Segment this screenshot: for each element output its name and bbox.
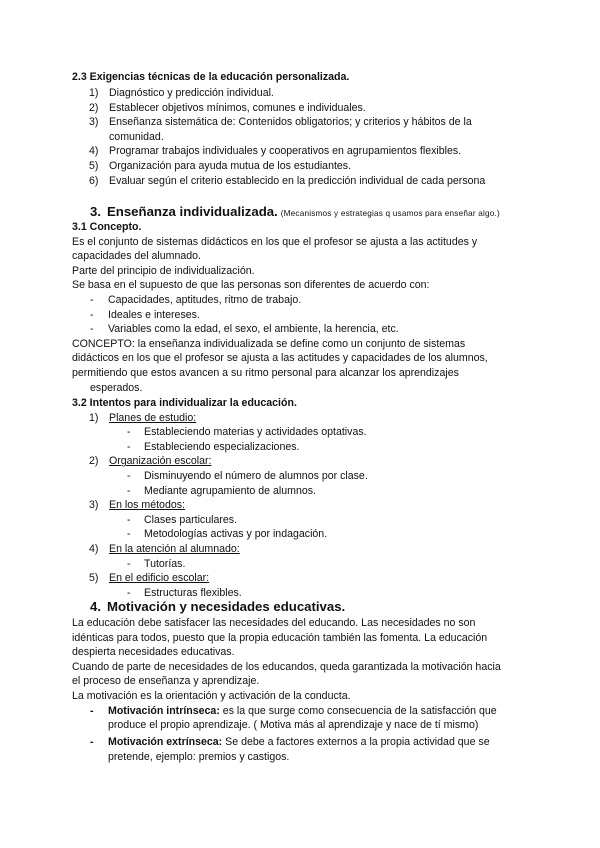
list-number: 4) [89,542,99,555]
sub-bullet [72,469,542,484]
list-label: Organización escolar: [109,455,212,468]
list-number: 4) [89,145,99,158]
list-item [72,159,542,174]
sub-bullet [72,513,542,528]
bullet-dash: - [127,586,131,599]
section-3-heading [72,205,552,221]
list-item [72,115,542,144]
bullet-item [72,308,552,323]
sub-bullet [72,425,542,440]
section-3-number: 3. [90,204,101,219]
section-3-2 [72,396,542,600]
list-label: En los métodos: [109,499,185,512]
list-text: Diagnóstico y predicción individual. [109,87,274,99]
list-number: 3) [89,116,99,129]
list-number: 6) [89,174,99,187]
list-item [72,498,542,513]
bullet-dash: - [90,308,94,321]
bullet-text: Ideales e intereses. [108,308,200,321]
bullet-dash: - [127,557,131,570]
list-item [72,411,542,426]
section-2-3-list [72,86,542,188]
list-number: 1) [89,411,99,424]
bullet-dash: - [127,469,131,482]
list-number: 2) [89,101,99,114]
bullet-dash: - [127,440,131,453]
concept-line: CONCEPTO: la enseñanza individualizada se define como un conjunto de sistemas [72,337,466,350]
list-label: En la atención al alumnado: [109,542,240,555]
bullet-dash: - [90,736,94,749]
bullet-dash: - [90,323,94,336]
sub-bullet-text: Estructuras flexibles. [144,586,242,599]
bullet-dash: - [90,704,94,717]
bullet-item [72,322,552,337]
paragraph: Parte del principio de individualización. [72,264,255,277]
bullet-text: Se debe a factores externos a la propia actividad que se [222,736,490,749]
list-number: 3) [89,499,99,512]
paragraph-line: despierta necesidades educativas. [72,646,235,659]
bullet-dash: - [90,293,94,306]
sub-bullet-text: Estableciendo materias y actividades optativas. [144,426,367,439]
sub-bullet-text: Metodologías activas y por indagación. [144,528,328,541]
list-item [72,454,542,469]
concept-line: didácticos en los que el profesor se ajusta a las actitudes y capacidades de los alumnos, [72,352,488,365]
bullet-text: Variables como la edad, el sexo, el ambiente, la herencia, etc. [108,323,399,336]
bullet-dash: - [127,528,131,541]
concept-line: permitiendo que estos avancen a su ritmo personal para alcanzar los aprendizajes [72,366,459,379]
list-text: Evaluar según el criterio establecido en la predicción individual de cada persona [109,174,486,187]
paragraph-line: el proceso de enseñanza y aprendizaje. [72,675,260,688]
list-text: Programar trabajos individuales y cooperativos en agrupamientos flexibles. [109,145,462,158]
list-item [72,144,542,159]
bullet-text-continued: pretende, ejemplo: premios y castigos. [108,750,290,763]
paragraph-line: Es el conjunto de sistemas didácticos en los que el profesor se ajusta a las actitudes y [72,235,478,248]
concept-line: esperados. [90,381,143,394]
bullet-term: Motivación intrínseca: [108,704,220,717]
list-item [72,174,542,189]
paragraph-line: idénticas para todos, puesto que la propia educación también las fomenta. La educación [72,631,488,644]
section-3-1-heading: 3.1 Concepto. [72,221,142,233]
section-3-title: Enseñanza individualizada. [107,204,278,219]
paragraph-line: Cuando de parte de necesidades de los educandos, queda garantizada la motivación hacia [72,660,501,673]
bullet-dash: - [127,484,131,497]
sub-bullet [72,527,542,542]
list-text-continued: comunidad. [109,130,164,143]
sub-bullet-text: Estableciendo especializaciones. [144,440,300,453]
bullet-text-continued: produce el propio aprendizaje. ( Motiva más al aprendizaje y nace de tí mismo) [108,719,479,732]
paragraph: La motivación es la orientación y activación de la conducta. [72,689,351,702]
section-3-1 [72,220,552,395]
list-number: 5) [89,159,99,172]
list-item [72,101,542,116]
sub-bullet [72,440,542,455]
sub-bullet-text: Tutorías. [144,557,186,570]
bullet-continuation [72,750,552,765]
bullet-item [72,704,552,719]
list-item [72,86,542,101]
list-item [72,571,542,586]
list-number: 5) [89,572,99,585]
section-2-3 [72,70,542,85]
bullet-dash: - [127,513,131,526]
bullet-dash: - [127,426,131,439]
paragraph: Se basa en el supuesto de que las personas son diferentes de acuerdo con: [72,279,430,292]
bullet-text: es la que surge como consecuencia de la satisfacción que [219,704,497,717]
section-3-2-heading: 3.2 Intentos para individualizar la educación. [72,397,297,409]
bullet-item [72,293,552,308]
list-number: 1) [89,87,99,99]
paragraph-line: capacidades del alumnado. [72,250,201,263]
bullet-item [72,735,552,750]
section-4-body [72,616,552,764]
sub-bullet [72,484,542,499]
sub-bullet [72,557,542,572]
bullet-text: Capacidades, aptitudes, ritmo de trabajo. [108,293,302,306]
list-text: Enseñanza sistemática de: Contenidos obligatorios; y criterios y hábitos de la [109,116,472,129]
section-3-note: (Mecanismos y estrategias q usamos para enseñar algo.) [280,209,500,218]
section-4-heading [72,600,552,616]
bullet-term: Motivación extrínseca: [108,736,223,749]
bullet-continuation [72,718,552,735]
section-2-3-heading: 2.3 Exigencias técnicas de la educación personalizada. [72,71,350,83]
list-number: 2) [89,455,99,468]
sub-bullet-text: Mediante agrupamiento de alumnos. [144,484,316,497]
section-4-title: Motivación y necesidades educativas. [107,599,346,614]
list-label: En el edificio escolar: [109,572,210,585]
list-text: Establecer objetivos mínimos, comunes e individuales. [109,101,366,114]
list-item [72,542,542,557]
list-label: Planes de estudio: [109,411,197,424]
section-4-number: 4. [90,599,101,614]
sub-bullet-text: Disminuyendo el número de alumnos por clase. [144,469,368,482]
paragraph-line: La educación debe satisfacer las necesidades del educando. Las necesidades no son [72,617,476,629]
sub-bullet-text: Clases particulares. [144,513,238,526]
list-text: Organización para ayuda mutua de los estudiantes. [109,159,352,172]
